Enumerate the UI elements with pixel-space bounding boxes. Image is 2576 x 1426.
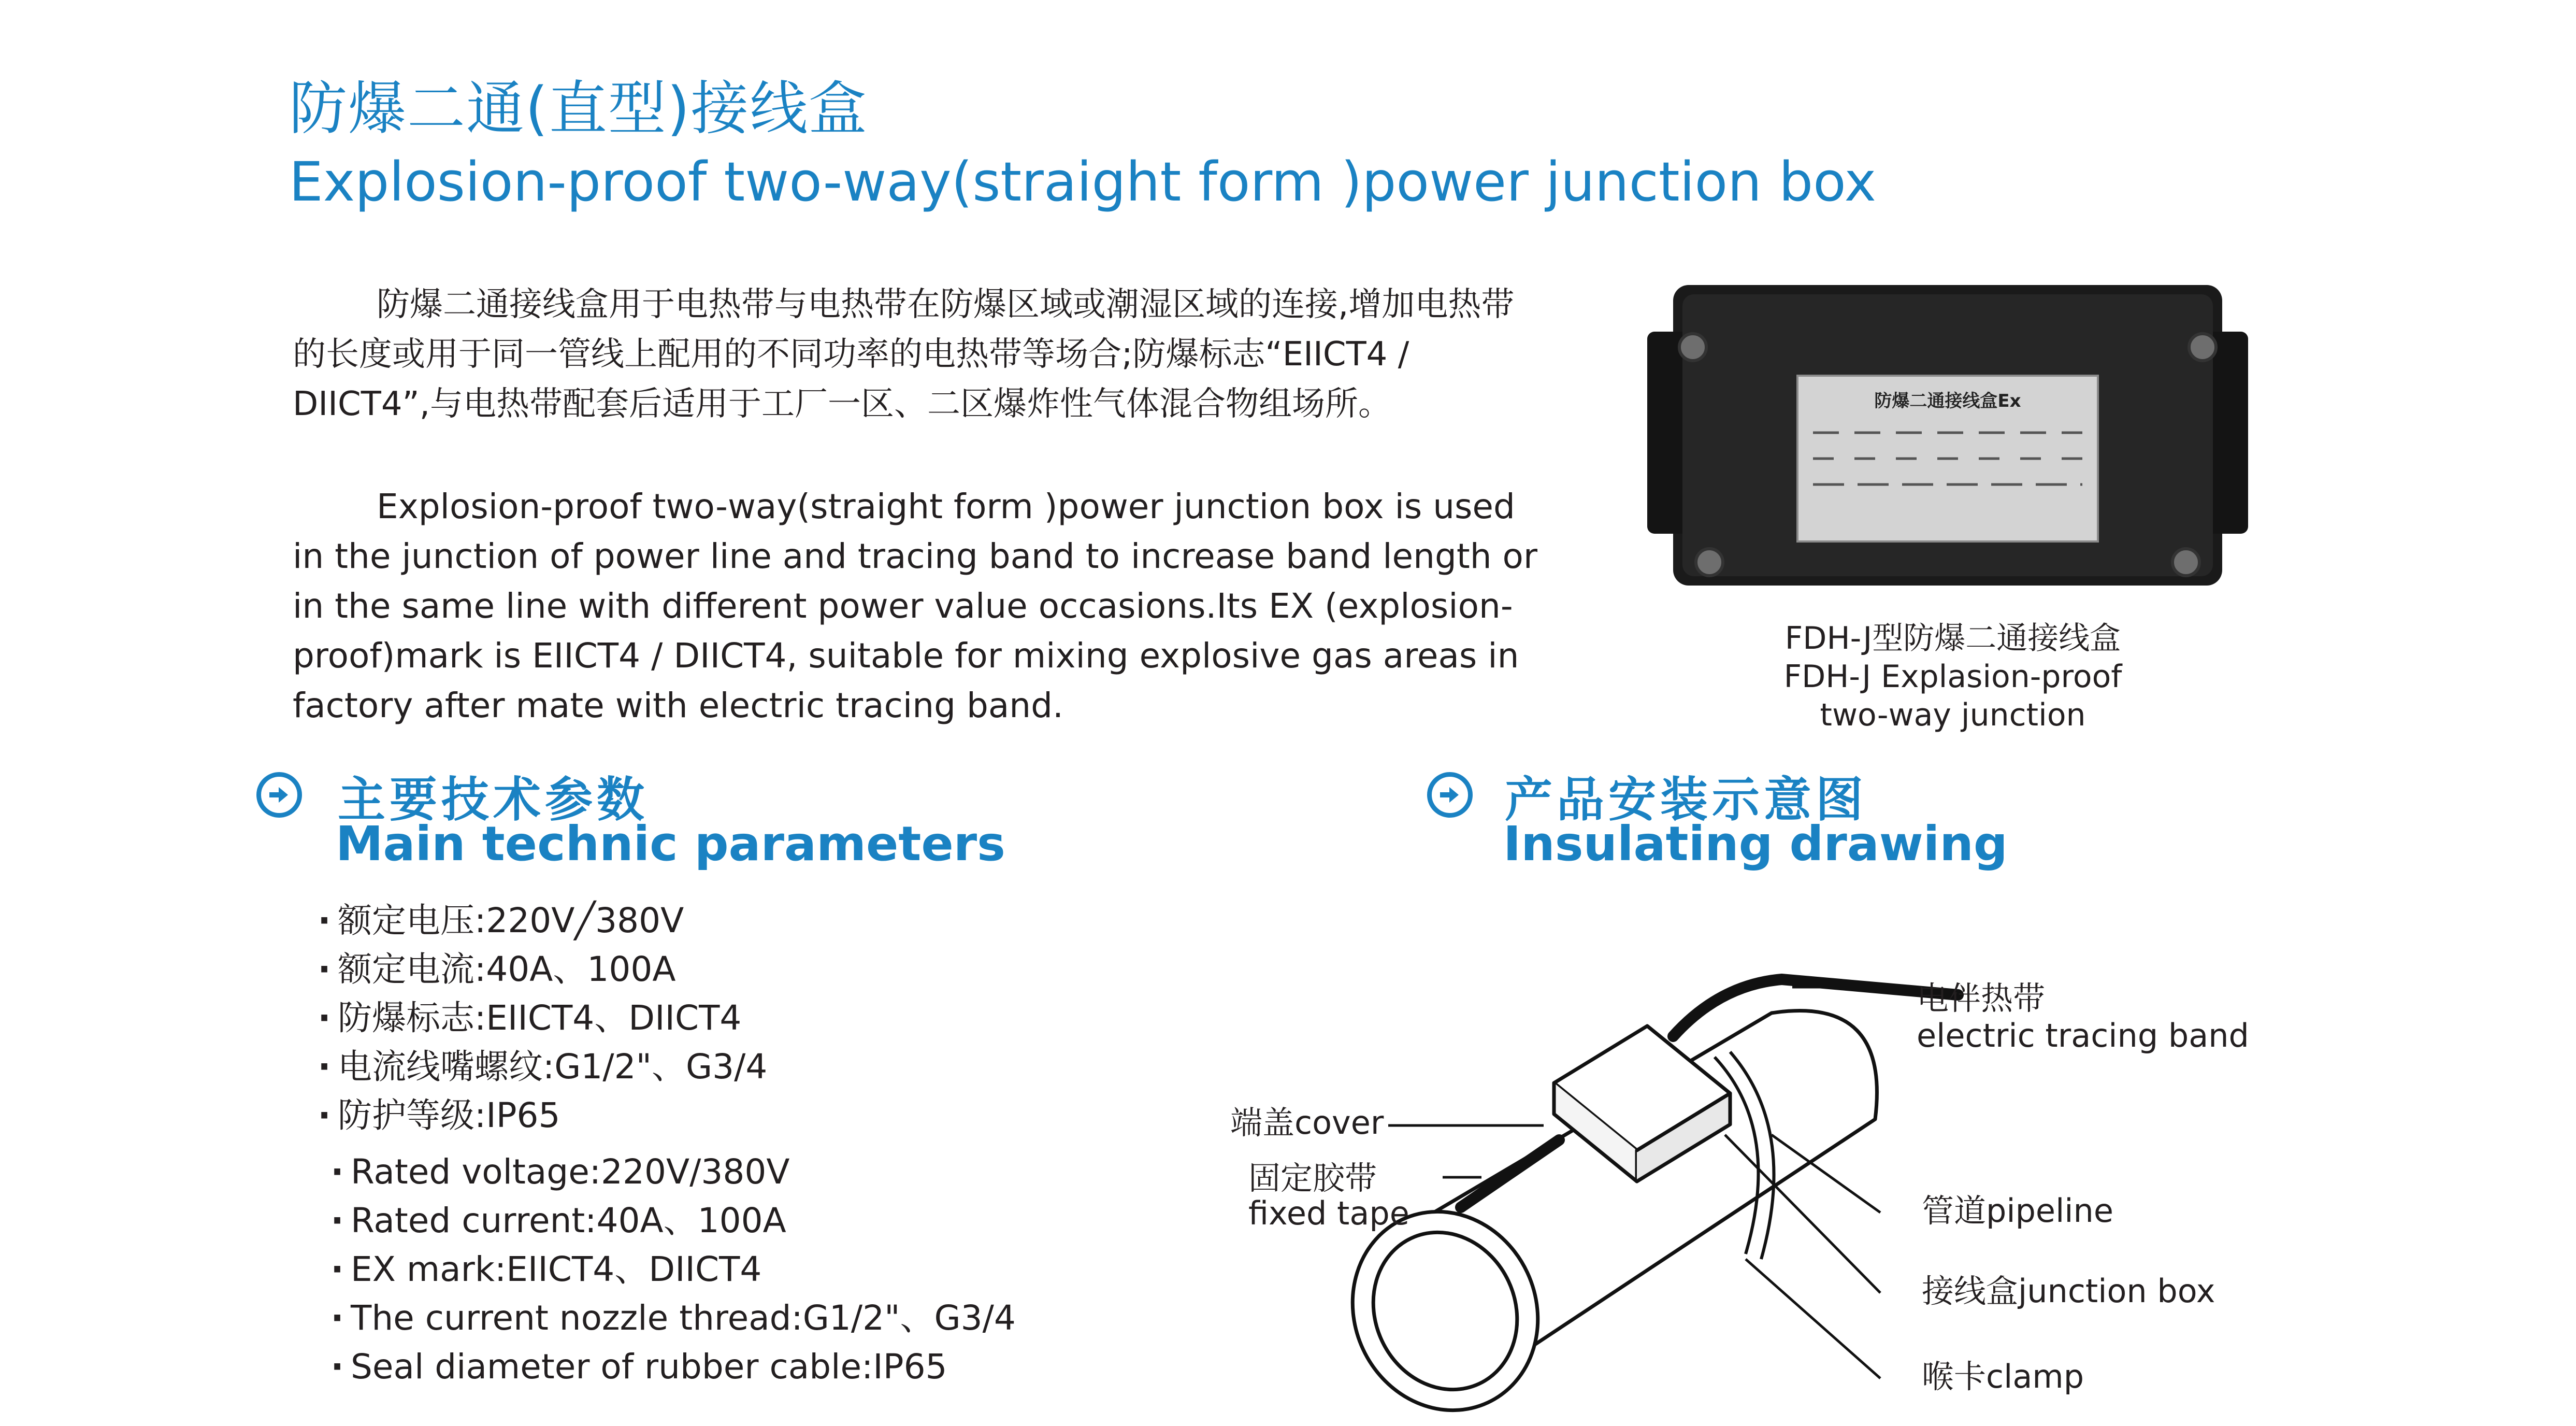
label-junction-box: 接线盒junction box — [1922, 1272, 2215, 1310]
intro-en-text: Explosion-proof two-way(straight form )power junction box is used in the junction of power line and tracing band to increase band length or in the same line with different power value occasions.Its EX (explosion-proof)mark is EIICT4 / DIICT4, suitable for mixing explosive gas areas in factory after mate with electric tracing band. — [293, 487, 1538, 725]
page-title-en: Explosion-proof two-way(straight form )power junction box — [289, 150, 1877, 213]
list-item: · 防爆标志:EIICT4、DIICT4 — [311, 994, 767, 1043]
arrow-circle-right-icon — [256, 772, 302, 818]
drawing-title-en: Insulating drawing — [1503, 816, 2008, 872]
caption-line-3: two-way junction — [1820, 697, 2086, 733]
label-tape-en: fixed tape — [1248, 1194, 1409, 1232]
label-band-en: electric tracing band — [1917, 1017, 2249, 1054]
list-item: · 电流线嘴螺纹:G1/2"、G3/4 — [311, 1043, 767, 1091]
caption-line-2: FDH-J Explasion-proof — [1783, 659, 2122, 695]
nameplate-title: 防爆二通接线盒Ex — [1874, 391, 2021, 411]
junction-box-photo — [1637, 275, 2258, 606]
params-title-en: Main technic parameters — [336, 816, 1005, 872]
label-cover: 端盖cover — [1230, 1104, 1384, 1142]
product-caption — [1704, 619, 2201, 734]
list-item: · EX mark:EIICT4、DIICT4 — [324, 1245, 1016, 1294]
caption-line-1: FDH-J型防爆二通接线盒 — [1785, 620, 2121, 657]
params-list-en — [324, 1148, 1016, 1391]
list-item: · 防护等级:IP65 — [311, 1091, 767, 1140]
label-clamp: 喉卡clamp — [1922, 1358, 2084, 1395]
intro-en — [293, 482, 1546, 731]
list-item: · The current nozzle thread:G1/2"、G3/4 — [324, 1294, 1016, 1343]
label-band-cn: 电伴热带 — [1917, 979, 2046, 1017]
list-item: · Rated current:40A、100A — [324, 1196, 1016, 1245]
intro-cn — [293, 280, 1546, 429]
drawing-title-cn: 产品安装示意图 — [1505, 772, 1868, 828]
list-item: · Seal diameter of rubber cable:IP65 — [324, 1343, 1016, 1391]
intro-cn-text: 防爆二通接线盒用于电热带与电热带在防爆区域或潮湿区域的连接,增加电热带的长度或用于同一管线上配用的不同功率的电热带等场合;防爆标志“EIICT4 / DIICT4”,与电热带配套后适用于工厂一区、二区爆炸性气体混合物组场所。 — [293, 286, 1515, 423]
params-title-cn: 主要技术参数 — [338, 772, 649, 828]
list-item: · 额定电压:220V╱380V — [311, 896, 767, 945]
list-item: · Rated voltage:220V/380V — [324, 1148, 1016, 1196]
page-title-cn: 防爆二通(直型)接线盒 — [289, 75, 868, 142]
params-list-cn — [311, 896, 767, 1140]
arrow-circle-right-icon — [1427, 772, 1473, 818]
list-item: · 额定电流:40A、100A — [311, 945, 767, 994]
label-pipeline: 管道pipeline — [1922, 1192, 2113, 1230]
label-tape-cn: 固定胶带 — [1248, 1159, 1377, 1197]
